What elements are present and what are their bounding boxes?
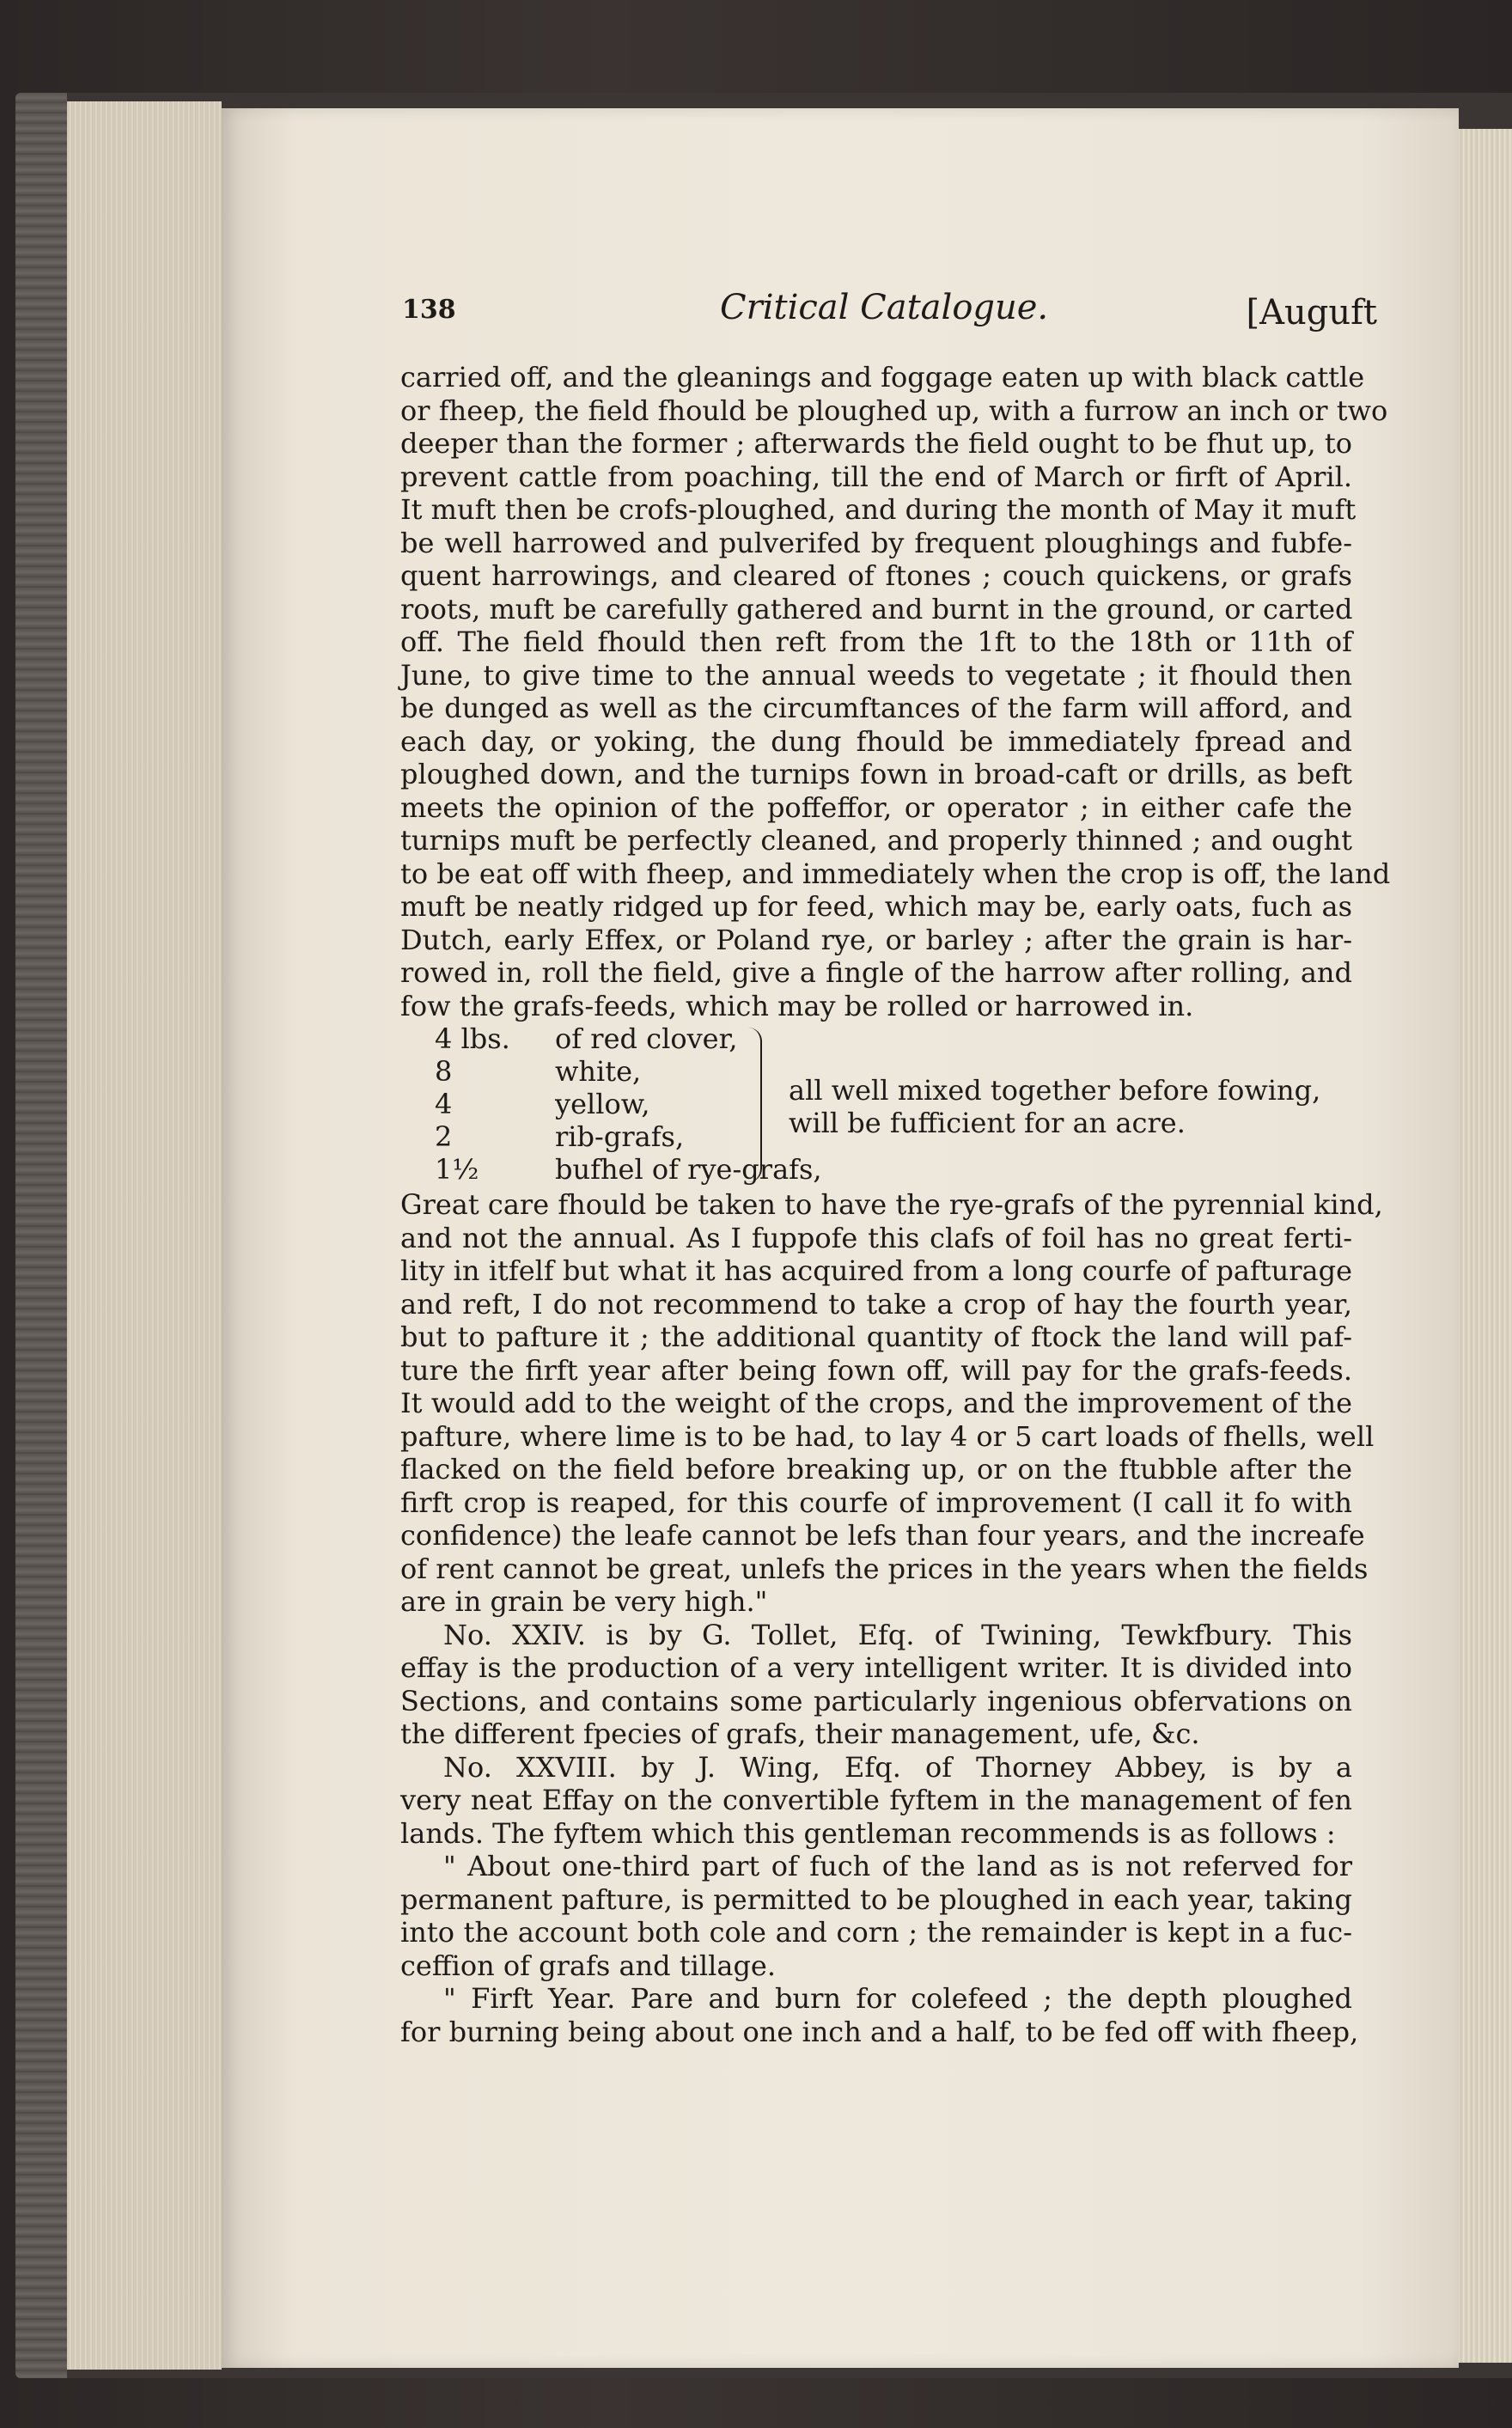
cover-edge <box>15 93 67 2378</box>
text-line: firft crop is reaped, for this courfe of improvement (I call it fo with <box>400 1485 1352 1519</box>
text-line: Dutch, early Effex, or Poland rye, or barley ; after the grain is har- <box>400 923 1352 956</box>
mixture-quantity: 4 lbs. <box>435 1022 510 1055</box>
text-line: for burning being about one inch and a half, to be fed off with fheep, <box>400 2015 1359 2048</box>
text-line: June, to give time to the annual weeds to vegetate ; it fhould then <box>400 658 1352 692</box>
text-line: deeper than the former ; afterwards the field ought to be fhut up, to <box>400 427 1352 460</box>
text-line: into the account both cole and corn ; the remainder is kept in a fuc- <box>400 1916 1352 1949</box>
text-line: quent harrowings, and cleared of ftones ; couch quickens, or grafs <box>400 559 1352 592</box>
text-line: ploughed down, and the turnips fown in broad-caft or drills, as beft <box>400 758 1352 790</box>
paragraph-2 <box>400 1188 1383 1619</box>
seed-mixture-list <box>400 1022 1352 1188</box>
text-line: Sections, and contains some particularly ingenious obfervations on <box>400 1684 1352 1717</box>
text-line: roots, muft be carefully gathered and burnt in the ground, or carted <box>400 592 1353 625</box>
running-title: Critical Catalogue. <box>720 288 1049 327</box>
section-heading: [Auguft <box>1246 293 1377 332</box>
mixture-item: bufhel of rye-grafs, <box>555 1153 822 1186</box>
text-line: No. XXIV. is by G. Tollet, Efq. of Twining, Tewkfbury. This <box>443 1618 1352 1651</box>
paragraph-1 <box>400 361 1391 1022</box>
text-line: and reft, I do not recommend to take a crop of hay the fourth year, <box>400 1287 1352 1321</box>
mixture-note: all well mixed together before fowing, <box>789 1074 1321 1107</box>
mixture-quantity: 2 <box>435 1120 453 1153</box>
text-line: off. The field fhould then reft from the 1ft to the 18th or 11th of <box>400 625 1352 658</box>
text-line: lity in itfelf but what it has acquired from a long courfe of pafturage <box>400 1254 1352 1287</box>
mixture-item: of red clover, <box>555 1022 738 1055</box>
text-line: confidence) the leafe cannot be lefs than four years, and the increafe <box>400 1519 1365 1552</box>
mixture-item: rib-grafs, <box>555 1120 685 1153</box>
text-line: be well harrowed and pulverifed by frequent ploughings and fubfe- <box>400 526 1352 559</box>
text-line: the different fpecies of grafs, their management, ufe, &c. <box>400 1717 1200 1750</box>
text-line: prevent cattle from poaching, till the end of March or firft of April. <box>400 460 1352 493</box>
text-line: Great care fhould be taken to have the rye-grafs of the pyrennial kind, <box>400 1188 1383 1221</box>
text-line: ceffion of grafs and tillage. <box>400 1949 777 1982</box>
text-line: rowed in, roll the field, give a fingle of the harrow after rolling, and <box>400 956 1352 989</box>
text-line: lands. The fyftem which this gentleman recommends is as follows : <box>400 1816 1336 1850</box>
text-line: " Firft Year. Pare and burn for colefeed ; the depth ploughed <box>443 1982 1352 2015</box>
left-page-stack <box>67 101 222 2370</box>
text-line: are in grain be very high." <box>400 1585 768 1618</box>
text-line: be dunged as well as the circumftances of the farm will afford, and <box>400 692 1352 724</box>
text-line: to be eat off with fheep, and immediately when the crop is off, the land <box>400 857 1391 890</box>
paragraph-4 <box>400 1751 1352 1851</box>
text-line: flacked on the field before breaking up, or on the ftubble after the <box>400 1453 1352 1485</box>
text-line: of rent cannot be great, unlefs the prices in the years when the fields <box>400 1552 1369 1585</box>
mixture-item: yellow, <box>555 1088 650 1120</box>
paragraph-5 <box>400 1850 1352 1982</box>
text-line: No. XXVIII. by J. Wing, Efq. of Thorney Abbey, is by a <box>443 1750 1352 1784</box>
text-line: turnips muft be perfectly cleaned, and properly thinned ; and ought <box>400 824 1352 857</box>
text-line: It muft then be crofs-ploughed, and during the month of May it muft <box>400 493 1357 526</box>
text-line: but to pafture it ; the additional quantity of ftock the land will paf- <box>400 1321 1352 1353</box>
text-line: meets the opinion of the poffeffor, or operator ; in either cafe the <box>400 790 1352 824</box>
mixture-quantity: 1½ <box>435 1153 479 1186</box>
text-line: It would add to the weight of the crops, and the improvement of the <box>400 1387 1352 1419</box>
text-line: fow the grafs-feeds, which may be rolled or harrowed in. <box>400 989 1194 1022</box>
page-header <box>402 288 1377 348</box>
brace-mark <box>748 1028 762 1182</box>
text-line: or fheep, the field fhould be ploughed up, with a furrow an inch or two <box>400 393 1388 427</box>
text-line: ture the firft year after being fown off, will pay for the grafs-feeds. <box>400 1353 1352 1387</box>
mixture-note: will be fufficient for an acre. <box>789 1107 1186 1139</box>
text-line: very neat Effay on the convertible fyftem in the management of fen <box>400 1784 1352 1816</box>
text-line: effay is the production of a very intelligent writer. It is divided into <box>400 1651 1352 1684</box>
text-line: pafture, where lime is to be had, to lay 4 or 5 cart loads of fhells, well <box>400 1419 1375 1453</box>
text-line: and not the annual. As I fuppofe this clafs of foil has no great ferti- <box>400 1221 1352 1254</box>
page-body <box>400 361 1391 2048</box>
paragraph-3 <box>400 1619 1352 1751</box>
mixture-quantity: 8 <box>435 1055 453 1088</box>
paragraph-6 <box>400 1982 1359 2048</box>
text-line: " About one-third part of fuch of the land as is not referved for <box>443 1850 1352 1882</box>
text-line: each day, or yoking, the dung fhould be immediately fpread and <box>400 724 1352 758</box>
right-page-stack <box>1459 129 1512 2363</box>
text-line: permanent pafture, is permitted to be ploughed in each year, taking <box>400 1882 1352 1916</box>
page-number: 138 <box>402 295 456 325</box>
mixture-quantity: 4 <box>435 1088 453 1120</box>
text-line: muft be neatly ridged up for feed, which may be, early oats, fuch as <box>400 890 1352 923</box>
text-line: carried off, and the gleanings and foggage eaten up with black cattle <box>400 361 1365 393</box>
mixture-item: white, <box>555 1055 642 1088</box>
